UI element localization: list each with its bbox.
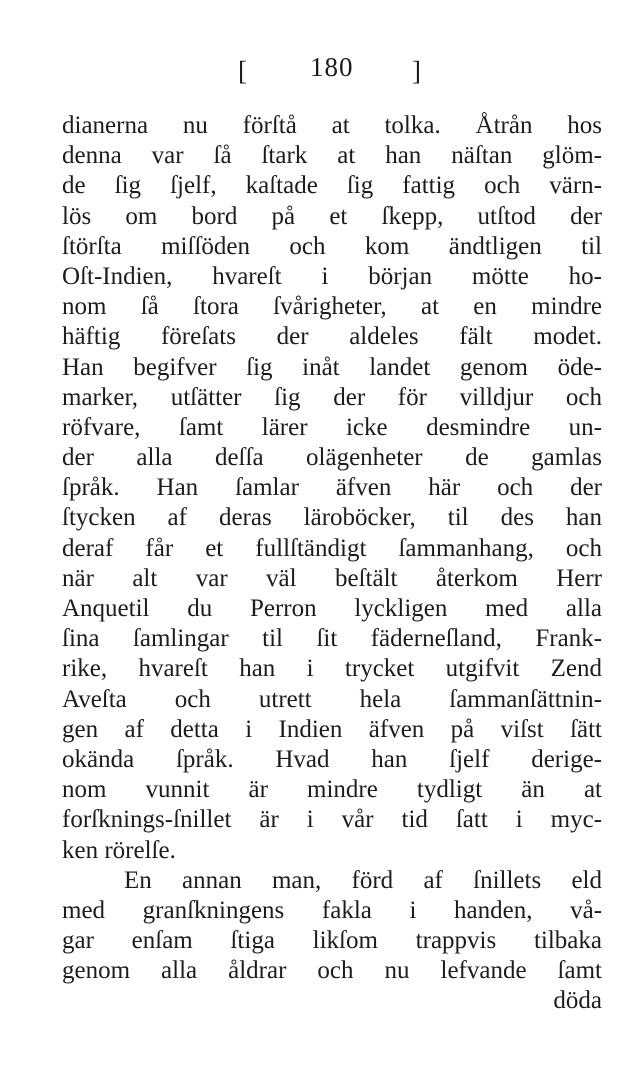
text-line: ſpråk. Han ſamlar äfven här och der — [62, 474, 602, 502]
text-line: gen af detta i Indien äfven på viſst ſätt — [62, 715, 602, 743]
text-line: genom alla åldrar och nu lefvande ſamt — [62, 957, 602, 985]
text-line: med granſkningens fakla i handen, vå- — [62, 896, 602, 924]
text-line: rike, hvareſt han i trycket utgifvit Zend — [62, 655, 602, 683]
text-line: forſknings-ſnillet är i vår tid ſatt i myc- — [62, 806, 602, 834]
text-line: ken rörelſe. — [62, 836, 176, 864]
text-line: marker, utſätter ſig der för villdjur och — [62, 383, 602, 411]
text-line-paragraph-start: En annan man, förd af ſnillets eld — [124, 866, 602, 894]
text-line: deraf får et fullſtändigt ſammanhang, och — [62, 534, 602, 562]
text-line: denna var ſå ſtark at han näſtan glöm- — [62, 142, 602, 170]
text-line: röfvare, ſamt lärer icke desmindre un- — [62, 413, 602, 441]
text-line: der alla deſſa olägenheter de gamlas — [62, 444, 602, 472]
text-line: ſina ſamlingar til ſit fäderneſland, Frank- — [62, 625, 602, 653]
text-line: Oſt-Indien, hvareſt i början mötte ho- — [62, 262, 602, 290]
page-number: 180 — [310, 52, 354, 82]
header-bracket-right: ] — [412, 56, 421, 86]
text-line: Aveſta och utrett hela ſammanſättnin- — [62, 685, 602, 713]
body-text — [62, 111, 602, 1017]
text-line: okända ſpråk. Hvad han ſjelf derige- — [62, 745, 602, 773]
catchword: döda — [553, 987, 602, 1015]
text-line: när alt var väl beſtält återkom Herr — [62, 564, 602, 592]
text-line: lös om bord på et ſkepp, utſtod der — [62, 202, 602, 230]
text-line: nom ſå ſtora ſvårigheter, at en mindre — [62, 293, 602, 321]
header-bracket-left: [ — [238, 56, 247, 86]
text-line: häftig föreſats der aldeles fält modet. — [62, 323, 602, 351]
text-line: ſtörſta miſſöden och kom ändtligen til — [62, 232, 602, 260]
page-header — [0, 52, 628, 92]
text-line: nom vunnit är mindre tydligt än at — [62, 776, 602, 804]
text-line: Han begifver ſig inåt landet genom öde- — [62, 353, 602, 381]
text-line: dianerna nu förſtå at tolka. Åtrån hos — [62, 112, 602, 139]
text-line: gar enſam ſtiga likſom trappvis tilbaka — [62, 927, 602, 955]
text-line: de ſig ſjelf, kaſtade ſig fattig och värn- — [62, 172, 602, 200]
text-line: Anquetil du Perron lyckligen med alla — [62, 595, 602, 622]
text-line: ſtycken af deras läroböcker, til des han — [62, 504, 602, 532]
